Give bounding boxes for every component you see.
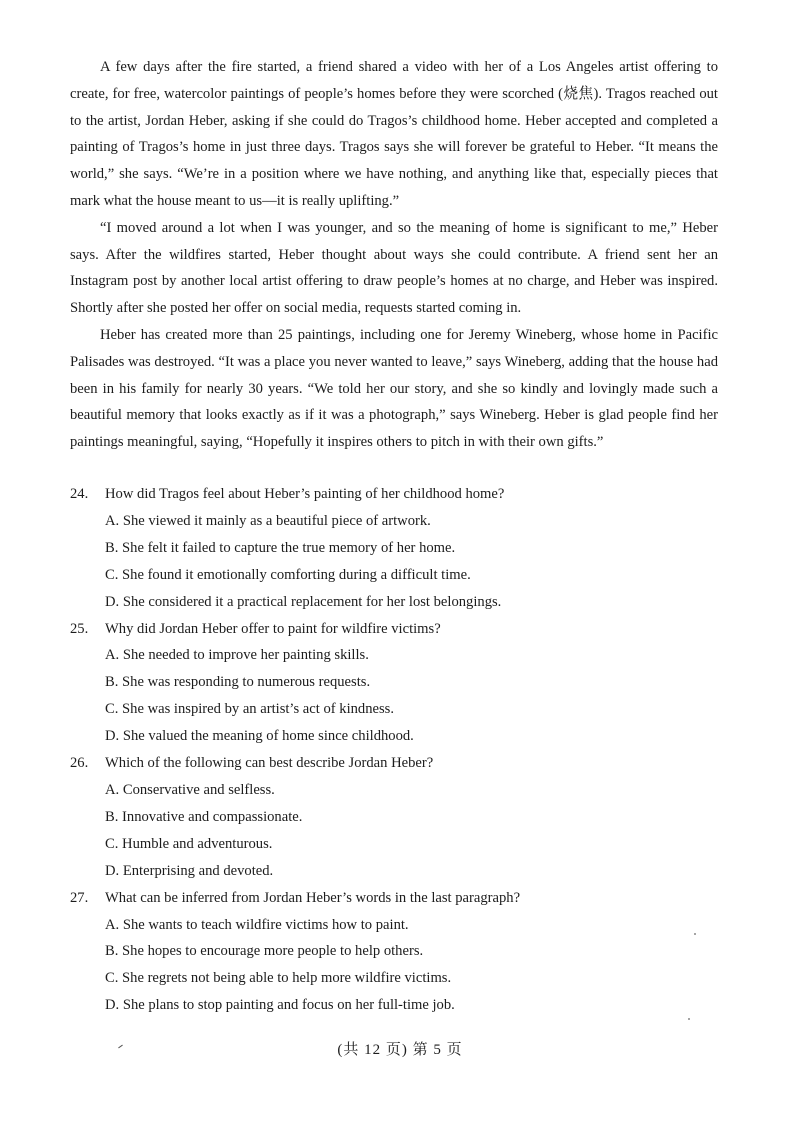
- option-b: B. She felt it failed to capture the true memory of her home.: [105, 539, 456, 556]
- scan-dot: [694, 933, 696, 935]
- option-c: C. She regrets not being able to help more wildfire victims.: [105, 970, 452, 987]
- option-a: A. Conservative and selfless.: [105, 781, 275, 798]
- question-26: [70, 750, 730, 885]
- question-text: What can be inferred from Jordan Heber’s words in the last paragraph?: [105, 889, 521, 906]
- passage-paragraph-1: A few days after the fire started, a friend shared a video with her of a Los Angeles artist offering to create, for free, watercolor paintings of people’s homes before they were scorched (烧焦). Tragos reached out to the artist, Jordan Heber, asking if she could do Tragos’s childhood home. Heber accepted and completed a painting of Tragos’s home in just three days. Tragos says she will forever be grateful to Heber. “It means the world,” she says. “We’re in a position where we have nothing, and anything like that, especially pieces that mark what the house meant to us—it is really uplifting.”: [70, 59, 718, 209]
- question-stem: [70, 750, 730, 777]
- option-c: C. She found it emotionally comforting during a difficult time.: [105, 566, 471, 583]
- passage-paragraph-2: “I moved around a lot when I was younger, and so the meaning of home is significant to me,” Heber says. After the wildfires started, Heber thought about ways she could contribute. A friend sent her an Instagram post by another local artist offering to draw people’s homes at no charge, and Heber was inspired. Shortly after she posted her offer on social media, requests started coming in.: [70, 219, 718, 317]
- reading-passage: [70, 54, 718, 456]
- option-a: A. She wants to teach wildfire victims how to paint.: [105, 916, 409, 933]
- option-d: D. She plans to stop painting and focus on her full-time job.: [105, 997, 455, 1014]
- option-b: B. She was responding to numerous requests.: [105, 674, 371, 691]
- question-number: 24.: [70, 486, 89, 502]
- question-text: Why did Jordan Heber offer to paint for wildfire victims?: [105, 620, 441, 637]
- option-c: C. She was inspired by an artist’s act of kindness.: [105, 701, 394, 718]
- question-stem: [70, 481, 730, 508]
- question-text: How did Tragos feel about Heber’s painting of her childhood home?: [105, 486, 505, 502]
- option-b: B. She hopes to encourage more people to help others.: [105, 943, 424, 960]
- option-a: A. She viewed it mainly as a beautiful piece of artwork.: [105, 512, 431, 529]
- option-b: B. Innovative and compassionate.: [105, 808, 303, 825]
- question-number: 25.: [70, 620, 89, 637]
- question-stem: [70, 616, 730, 643]
- question-27: [70, 885, 730, 1020]
- question-number: 27.: [70, 889, 89, 906]
- question-text: Which of the following can best describe Jordan Heber?: [105, 755, 434, 772]
- question-number: 26.: [70, 755, 89, 772]
- option-d: D. Enterprising and devoted.: [105, 862, 274, 879]
- option-a: A. She needed to improve her painting skills.: [105, 647, 369, 664]
- question-list: [70, 481, 730, 1019]
- option-d: D. She considered it a practical replacement for her lost belongings.: [105, 593, 502, 610]
- page-number-footer: (共 12 页) 第 5 页: [337, 1042, 463, 1058]
- question-stem: [70, 885, 730, 912]
- question-25: [70, 616, 730, 751]
- scan-dot: [688, 1018, 690, 1020]
- option-d: D. She valued the meaning of home since childhood.: [105, 728, 414, 745]
- question-24: [70, 481, 730, 616]
- option-c: C. Humble and adventurous.: [105, 835, 273, 852]
- passage-paragraph-3: Heber has created more than 25 paintings, including one for Jeremy Wineberg, whose home in Pacific Palisades was destroyed. “It was a place you never wanted to leave,” says Wineberg, adding that the house had been in his family for nearly 30 years. “We told her our story, and she so kindly and lovingly made such a beautiful memory that looks exactly as if it was a photograph,” says Wineberg. Heber is glad people find her paintings meaningful, saying, “Hopefully it inspires others to pitch in with their own gifts.”: [70, 326, 718, 451]
